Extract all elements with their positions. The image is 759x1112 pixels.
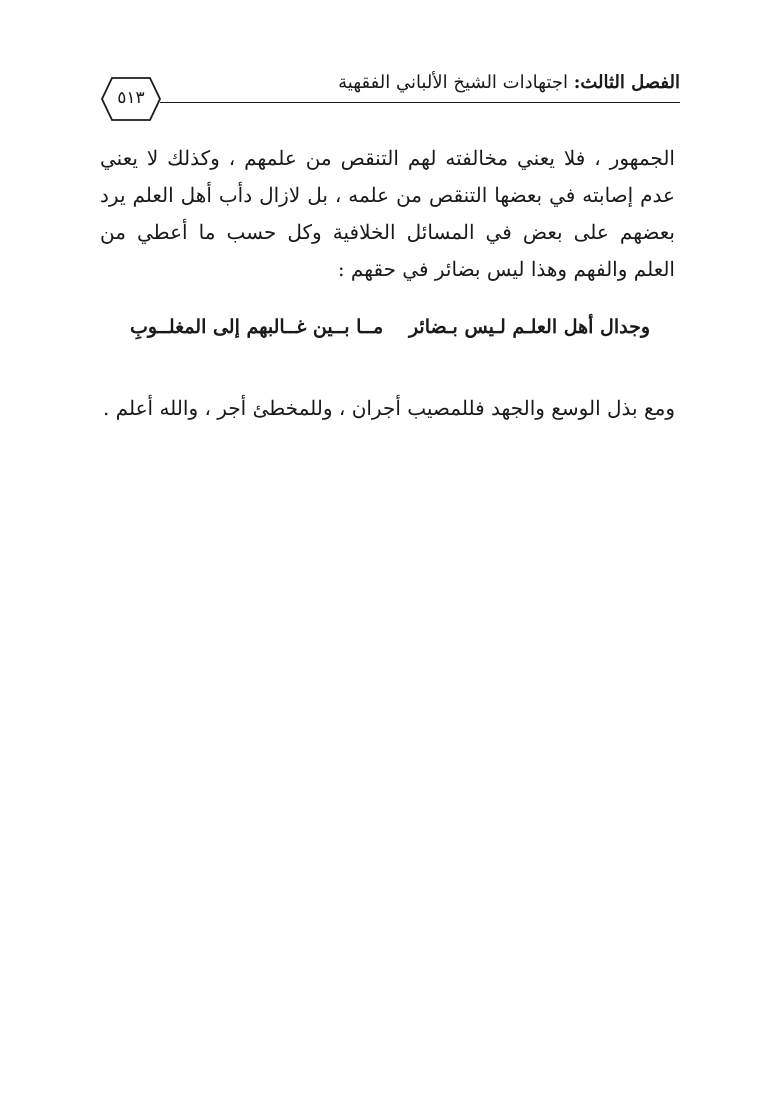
running-header	[100, 60, 680, 110]
page-number-badge	[100, 76, 162, 122]
verse-first-hemistich: وجدال أهل العلـم لـيس بـضائر	[408, 316, 650, 338]
page-number: ٥١٣	[117, 88, 145, 108]
chapter-title: اجتهادات الشيخ الألباني الفقهية	[338, 72, 574, 93]
closing-paragraph: ومع بذل الوسع والجهد فللمصيب أجران ، وللمخطئ أجر ، والله أعلم .	[102, 396, 675, 420]
poetry-verse	[100, 316, 675, 356]
header-rule	[160, 102, 680, 103]
verse-second-hemistich: مــا بــين غــالبهم إلى المغلــوبِ	[130, 316, 384, 338]
main-paragraph: الجمهور ، فلا يعني مخالفته لهم التنقص من علمهم ، وكذلك لا يعني عدم إصابته في بعضها التنقص من علمه ، بل لازال دأب أهل العلم يرد بعضهم على بعض في المسائل الخلافية وكل حسب ما أعطي من العلم والفهم وهذا ليس بضائر في حقهم :	[100, 146, 675, 281]
chapter-label: الفصل الثالث:	[573, 72, 680, 93]
header-title	[338, 72, 680, 93]
